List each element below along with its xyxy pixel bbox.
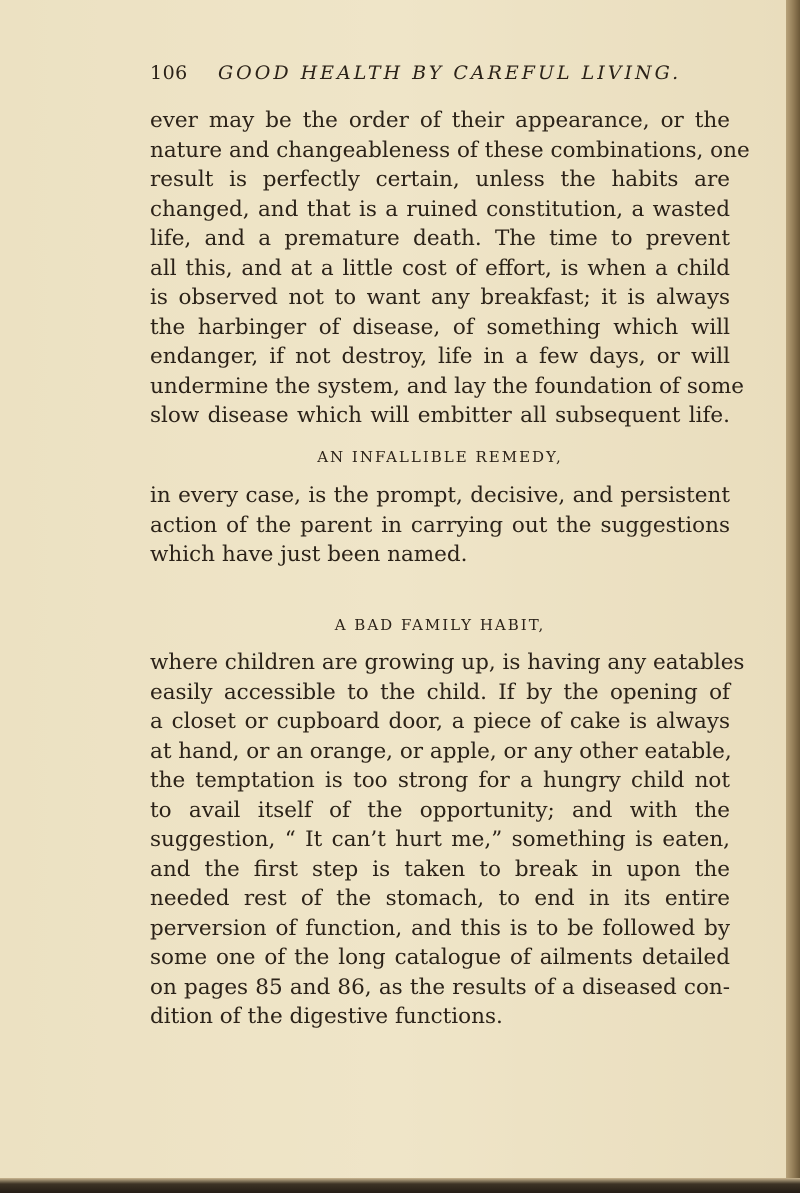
page-bottom-edge	[0, 1178, 800, 1193]
text-line: is observed not to want any breakfast; it is always	[150, 285, 730, 310]
text-line: dition of the digestive functions.	[150, 1004, 503, 1029]
text-line: action of the parent in carrying out the suggestions	[150, 512, 730, 538]
text-line: perversion of function, and this is to be followed by	[150, 915, 730, 941]
text-line: at hand, or an orange, or apple, or any other eatable,	[150, 738, 732, 764]
text-line: needed rest of the stomach, to end in its entire	[150, 886, 730, 911]
running-head	[150, 62, 710, 84]
paragraph-2	[150, 481, 730, 570]
text-line: life, and a premature death. The time to prevent	[150, 226, 730, 251]
text-line: changed, and that is a ruined constitution, a wasted	[150, 196, 730, 222]
text-line: where children are growing up, is having any eatables	[150, 650, 745, 675]
text-line: which have just been named.	[150, 542, 468, 567]
running-title: GOOD HEALTH BY CAREFUL LIVING.	[218, 62, 682, 84]
text-line: and the first step is taken to break in upon the	[150, 856, 730, 882]
text-line: in every case, is the prompt, decisive, and persistent	[150, 483, 730, 508]
text-line: on pages 85 and 86, as the results of a diseased con-	[150, 974, 730, 1000]
text-line: all this, and at a little cost of effort, is when a child	[150, 255, 730, 281]
paragraph-1	[150, 106, 750, 431]
section-heading-bad-family-habit: A BAD FAMILY HABIT,	[334, 616, 546, 634]
section-heading-infallible-remedy: AN INFALLIBLE REMEDY,	[317, 448, 563, 466]
text-line: the harbinger of disease, of something which will	[150, 314, 730, 340]
text-line: ever may be the order of their appearance, or the	[150, 108, 730, 133]
page-right-edge	[786, 0, 800, 1193]
text-line: the temptation is too strong for a hungry child not	[150, 768, 730, 793]
paragraph-3	[150, 648, 745, 1032]
text-line: undermine the system, and lay the foundation of some	[150, 373, 744, 399]
text-line: to avail itself of the opportunity; and with the	[150, 797, 730, 823]
text-line: some one of the long catalogue of ailments detailed	[150, 945, 730, 970]
page-number: 106	[150, 62, 188, 84]
text-line: easily accessible to the child. If by the opening of	[150, 679, 730, 705]
text-line: result is perfectly certain, unless the habits are	[150, 167, 730, 192]
text-line: endanger, if not destroy, life in a few days, or will	[150, 344, 730, 369]
text-line: suggestion, “ It can’t hurt me,” something is eaten,	[150, 827, 730, 852]
text-line: slow disease which will embitter all subsequent life.	[150, 403, 730, 428]
text-line: a closet or cupboard door, a piece of cake is always	[150, 709, 730, 734]
text-line: nature and changeableness of these combinations, one	[150, 137, 750, 163]
